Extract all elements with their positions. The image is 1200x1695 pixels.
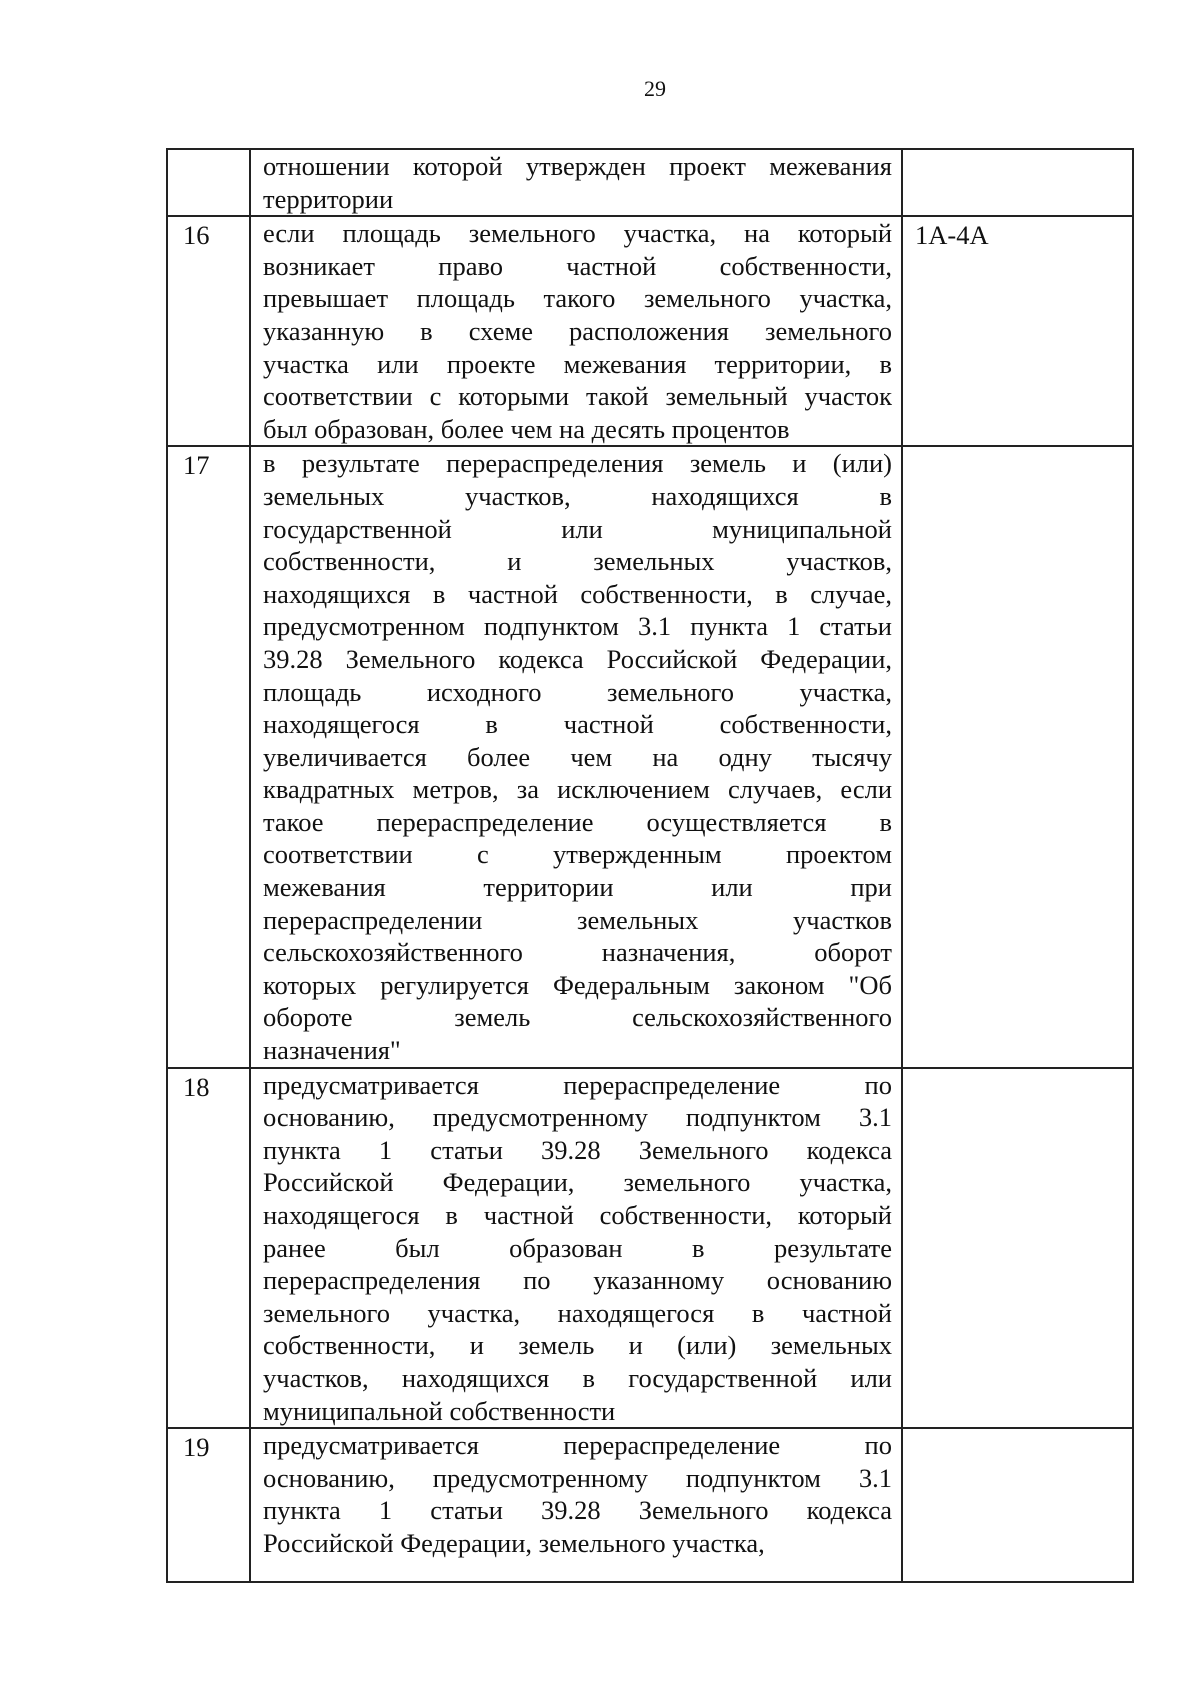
- row-number: [167, 149, 250, 216]
- text-line: отношении которой утвержден проект межевания: [263, 151, 892, 181]
- text-line: которых регулируется Федеральным законом "Об: [263, 969, 892, 1000]
- table-body: [167, 149, 1133, 1582]
- table-row: [167, 446, 1133, 1067]
- text-line: предусмотренном подпунктом 3.1 пункта 1 статьи: [263, 611, 892, 642]
- text-line: участков, находящихся в государственной или: [263, 1362, 892, 1393]
- row-text: [250, 149, 902, 216]
- table-row: [167, 1428, 1133, 1582]
- text-line: перераспределении земельных участков: [263, 904, 892, 935]
- row-text: [250, 216, 902, 446]
- text-line: 39.28 Земельного кодекса Российской Федерации,: [263, 643, 892, 674]
- text-line: был образован, более чем на десять процентов: [263, 413, 790, 444]
- criteria-table: [166, 148, 1134, 1583]
- text-line: муниципальной собственности: [263, 1395, 616, 1426]
- text-line: назначения": [263, 1035, 401, 1066]
- text-line: в результате перераспределения земель и (или): [263, 448, 892, 479]
- text-line: если площадь земельного участка, на который: [263, 218, 892, 249]
- row-text: [250, 1068, 902, 1429]
- text-line: предусматривается перераспределение по: [263, 1430, 892, 1461]
- table-row: [167, 149, 1133, 216]
- text-line: квадратных метров, за исключением случаев, если: [263, 774, 892, 805]
- row-code: [902, 1428, 1133, 1582]
- row-number: 17: [167, 446, 250, 1067]
- table-row: [167, 1068, 1133, 1429]
- table-row: [167, 216, 1133, 446]
- text-line: находящегося в частной собственности,: [263, 709, 892, 740]
- row-code: [902, 149, 1133, 216]
- text-line: межевания территории или при: [263, 872, 892, 903]
- text-line: собственности, и земель и (или) земельных: [263, 1330, 892, 1361]
- text-line: Российской Федерации, земельного участка,: [263, 1527, 765, 1558]
- text-line: находящегося в частной собственности, который: [263, 1200, 892, 1230]
- row-text: [250, 1428, 902, 1582]
- text-line: находящихся в частной собственности, в случае,: [263, 578, 892, 609]
- row-code: [902, 1068, 1133, 1429]
- text-line: основанию, предусмотренному подпунктом 3.1: [263, 1102, 892, 1133]
- text-line: собственности, и земельных участков,: [263, 546, 892, 577]
- text-line: пункта 1 статьи 39.28 Земельного кодекса: [263, 1134, 892, 1165]
- text-line: превышает площадь такого земельного участка,: [263, 283, 892, 314]
- text-line: сельскохозяйственного назначения, оборот: [263, 937, 892, 968]
- text-line: предусматривается перераспределение по: [263, 1069, 892, 1100]
- row-number: 16: [167, 216, 250, 446]
- row-text: [250, 446, 902, 1067]
- text-line: ранее был образован в результате: [263, 1232, 892, 1263]
- text-line: указанную в схеме расположения земельного: [263, 315, 892, 346]
- page-number: 29: [644, 76, 666, 101]
- text-line: земельных участков, находящихся в: [263, 480, 892, 511]
- text-line: основанию, предусмотренному подпунктом 3.1: [263, 1462, 892, 1493]
- row-code: 1А-4А: [902, 216, 1133, 446]
- text-line: обороте земель сельскохозяйственного: [263, 1002, 892, 1033]
- text-line: Российской Федерации, земельного участка,: [263, 1167, 892, 1198]
- text-line: соответствии с которыми такой земельный участок: [263, 381, 892, 412]
- text-line: земельного участка, находящегося в частной: [263, 1297, 892, 1328]
- text-line: соответствии с утвержденным проектом: [263, 839, 892, 870]
- row-number: 19: [167, 1428, 250, 1582]
- text-line: государственной или муниципальной: [263, 513, 892, 544]
- text-line: площадь исходного земельного участка,: [263, 676, 892, 707]
- text-line: такое перераспределение осуществляется в: [263, 806, 892, 837]
- row-number: 18: [167, 1068, 250, 1429]
- text-line: увеличивается более чем на одну тысячу: [263, 741, 892, 772]
- text-line: возникает право частной собственности,: [263, 250, 892, 281]
- text-line: территории: [263, 183, 394, 214]
- row-code: [902, 446, 1133, 1067]
- text-line: перераспределения по указанному основанию: [263, 1265, 892, 1296]
- text-line: пункта 1 статьи 39.28 Земельного кодекса: [263, 1495, 892, 1526]
- text-line: участка или проекте межевания территории, в: [263, 348, 892, 379]
